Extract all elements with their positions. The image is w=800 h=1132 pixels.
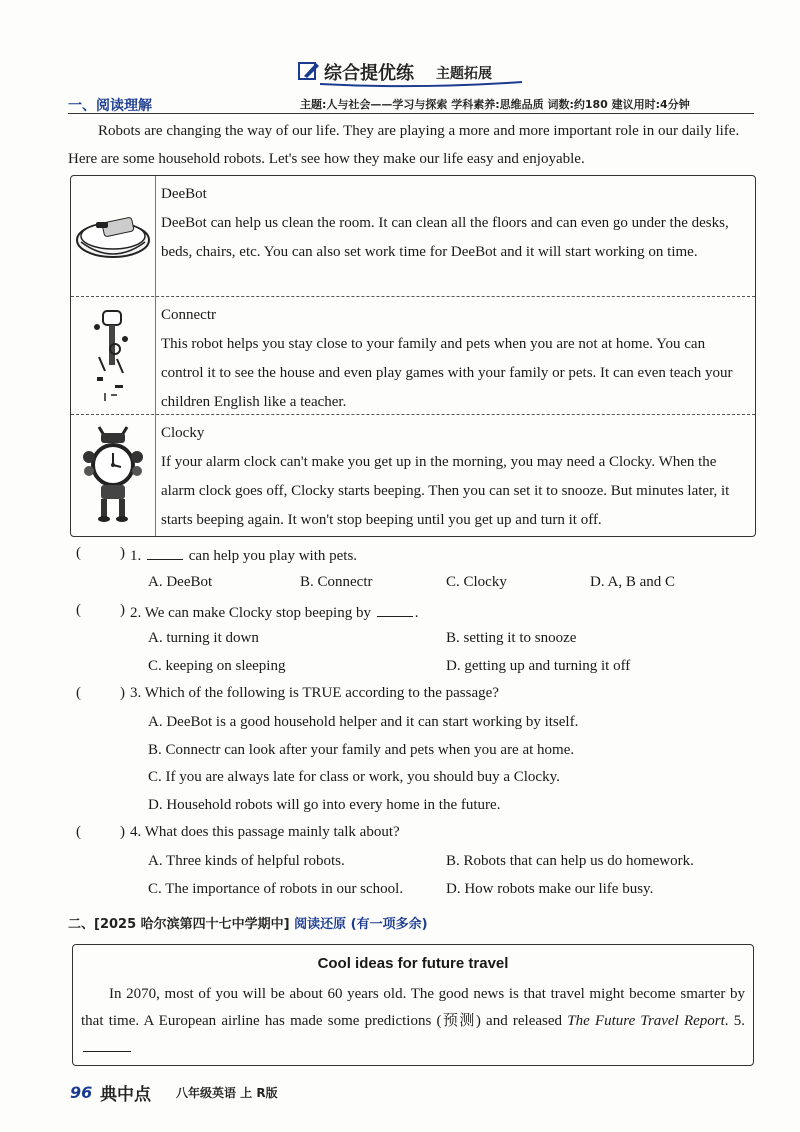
robot-vacuum-icon: [71, 176, 155, 296]
robot-row-deebot: [71, 176, 755, 296]
answer-paren-close: ): [120, 602, 125, 618]
passage-text: In 2070, most of you will be about 60 years old. The good news is that travel might become smarter by that time. A European airline has made some predictions (: [81, 986, 745, 1029]
question-text: What does this passage mainly talk about?: [144, 824, 400, 840]
section2-note: (有一项多余): [350, 917, 428, 932]
answer-paren-open[interactable]: (: [76, 545, 81, 561]
section1-heading: 一、阅读理解: [68, 98, 152, 114]
robot-row-clocky: [71, 415, 755, 536]
answer-paren-open[interactable]: (: [76, 602, 81, 618]
answer-paren-close: ): [120, 824, 125, 840]
answer-blank[interactable]: [147, 545, 183, 560]
option[interactable]: D. Household robots will go into every home in the future.: [148, 797, 501, 813]
brand-logo: 典中点: [100, 1085, 151, 1105]
robot-text-deebot: DeeBot can help us clean the room. It can clean all the floors and can even go under the desks, beds, chairs, etc. You can also set work time for DeeBot and it will start working on time.: [161, 215, 729, 260]
option[interactable]: C. keeping on sleeping: [148, 658, 286, 674]
answer-paren-open[interactable]: (: [76, 685, 81, 701]
option[interactable]: A. DeeBot is a good household helper and it can start working by itself.: [148, 714, 579, 730]
question-number: 3.: [130, 685, 142, 701]
question-text: Which of the following is TRUE according to the passage?: [144, 685, 499, 701]
blank-number: 5.: [733, 1013, 745, 1029]
section1-meta: 主题:人与社会——学习与探索 学科素养:思维品质 词数:约180 建议用时:4分钟: [300, 98, 690, 111]
option[interactable]: A. turning it down: [148, 630, 259, 646]
question-text: We can make Clocky stop beeping by: [144, 605, 371, 621]
robot-name-connectr: Connectr: [161, 307, 216, 323]
question-number: 4.: [130, 824, 142, 840]
heading-rule: [68, 113, 754, 114]
option[interactable]: B. Connectr: [300, 574, 373, 590]
passage-text: ) and released: [475, 1013, 563, 1029]
option[interactable]: B. Connectr can look after your family and pets when you are at home.: [148, 742, 575, 758]
intro-paragraph: Robots are changing the way of our life. They are playing a more and more important role in our daily life. Here are some household robots. Let's see how they make our life easy and enjoyable.: [68, 123, 740, 167]
telepresence-robot-icon: [71, 297, 155, 414]
robot-name-clocky: Clocky: [161, 425, 205, 441]
option[interactable]: B. Robots that can help us do homework.: [446, 853, 694, 869]
answer-paren-close: ): [120, 545, 125, 561]
banner-underline: [296, 80, 528, 90]
robot-row-connectr: [71, 297, 755, 414]
robots-table: [70, 175, 756, 537]
alarm-clock-robot-icon: [71, 415, 155, 536]
question-text: can help you play with pets.: [188, 548, 358, 564]
option[interactable]: B. setting it to snooze: [446, 630, 577, 646]
answer-blank[interactable]: [377, 602, 413, 617]
pen-icon: [298, 60, 320, 82]
passage-body: [81, 981, 745, 1062]
option[interactable]: D. How robots make our life busy.: [446, 881, 654, 897]
book-title: 八年级英语 上 R版: [176, 1086, 278, 1100]
section2-title: 阅读还原: [294, 917, 347, 932]
option[interactable]: D. getting up and turning it off: [446, 658, 631, 674]
section-banner: [296, 56, 528, 90]
question-punct: .: [414, 605, 419, 621]
question-number: 2.: [130, 605, 142, 621]
option[interactable]: A. DeeBot: [148, 574, 213, 590]
passage-box: [72, 944, 754, 1066]
report-title: The Future Travel Report: [567, 1013, 725, 1029]
banner-subtitle: 主题拓展: [436, 66, 492, 82]
option[interactable]: D. A, B and C: [590, 574, 676, 590]
passage-text: .: [724, 1013, 729, 1029]
robot-text-clocky: If your alarm clock can't make you get up in the morning, you may need a Clocky. When the alarm clock goes off, Clocky starts beeping. Then you can set it to snooze. But minutes later, it starts beeping again. It won't stop beeping until you get up and turn it off.: [161, 454, 730, 528]
answer-paren-open[interactable]: (: [76, 824, 81, 840]
section2-heading: [68, 913, 428, 932]
option[interactable]: C. If you are always late for class or work, you should buy a Clocky.: [148, 769, 560, 785]
passage-gloss: 预测: [441, 1013, 476, 1029]
banner-title: 综合提优练: [324, 63, 414, 84]
robot-name-deebot: DeeBot: [161, 186, 207, 202]
option[interactable]: C. Clocky: [446, 574, 507, 590]
question-number: 1.: [130, 548, 142, 564]
passage-title: Cool ideas for future travel: [317, 955, 509, 972]
option[interactable]: C. The importance of robots in our school.: [148, 881, 404, 897]
page-number: 96: [70, 1083, 93, 1102]
option[interactable]: A. Three kinds of helpful robots.: [148, 853, 345, 869]
answer-paren-close: ): [120, 685, 125, 701]
answer-blank[interactable]: [83, 1037, 131, 1052]
robot-text-connectr: This robot helps you stay close to your family and pets when you are not at home. You can control it to see the house and even play games with your family or pets. It can even teach your children English like a teacher.: [161, 336, 733, 410]
section2-source: 二、[2025 哈尔滨第四十七中学期中]: [68, 917, 290, 932]
